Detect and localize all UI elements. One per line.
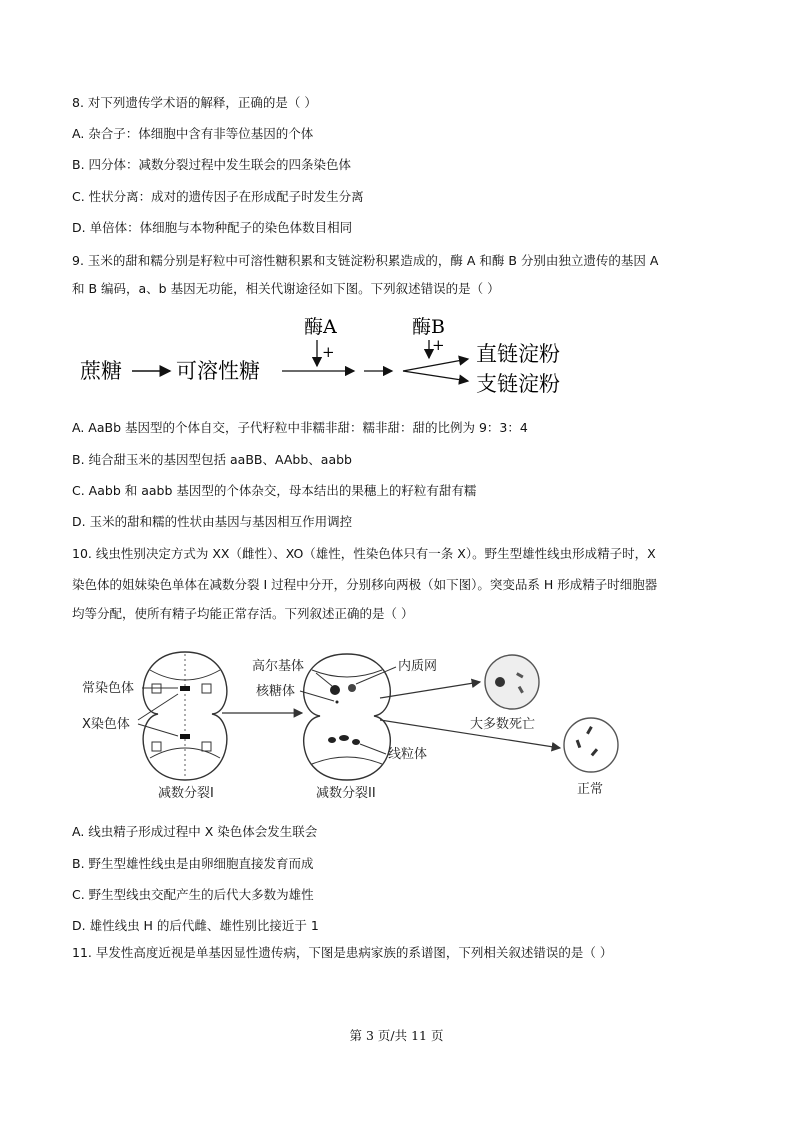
q10-option-c: C. 野生型线虫交配产生的后代大多数为雄性 [72, 887, 314, 902]
q8-option-c: C. 性状分离：成对的遗传因子在形成配子时发生分离 [72, 189, 364, 204]
amylose-label: 直链淀粉 [476, 342, 560, 366]
q9-option-d: D. 玉米的甜和糯的性状由基因与基因相互作用调控 [72, 514, 353, 529]
meiosis2-label: 减数分裂II [316, 786, 376, 801]
er-label: 内质网 [398, 659, 438, 674]
arrow-to-amylose [403, 359, 468, 371]
dying-sperm-organelle [495, 677, 505, 687]
ribosome-label: 核糖体 [256, 684, 296, 699]
organelle-3 [152, 742, 161, 751]
q8-option-d: D. 单倍体：体细胞与本物种配子的染色体数目相同 [72, 220, 353, 235]
q10-stem-line2: 染色体的姐妹染色单体在减数分裂 I 过程中分开，分别移向两极（如下图）。突变品系 H 形成精子时细胞器 [72, 577, 658, 592]
meiosis2-cell [304, 654, 391, 780]
q11-stem: 11. 早发性高度近视是单基因显性遗传病，下图是患病家族的系谱图，下列相关叙述错误的是（ ） [72, 945, 613, 960]
mito-2 [339, 735, 349, 741]
q8-stem: 8. 对下列遗传学术语的解释，正确的是（ ） [72, 95, 317, 110]
arrow-to-dying-sperm [380, 682, 480, 698]
organelle-2 [202, 684, 211, 693]
autosome-label: 常染色体 [82, 681, 135, 696]
enzyme-a-label: 酶A [304, 316, 337, 338]
mostly-die-label: 大多数死亡 [470, 717, 536, 732]
q9-option-b: B. 纯合甜玉米的基因型包括 aaBB、AAbb、aabb [72, 452, 352, 467]
er-cluster [348, 684, 356, 692]
normal-label: 正常 [577, 782, 604, 797]
q10-option-d: D. 雄性线虫 H 的后代雌、雄性别比接近于 1 [72, 918, 319, 933]
q10-stem-line1: 10. 线虫性别决定方式为 XX（雌性）、XO（雄性，性染色体只有一条 X）。野生型雄性线虫形成精子时，X [72, 546, 656, 561]
meiosis1-cell [143, 652, 227, 780]
arrow-to-amylopectin [403, 371, 468, 381]
x-chromosome-bottom [180, 734, 190, 739]
page-footer: 第 3 页/共 11 页 [349, 1028, 444, 1043]
q9-option-c: C. Aabb 和 aabb 基因型的个体杂交，母本结出的果穗上的籽粒有甜有糯 [72, 483, 477, 498]
q10-stem-line3: 均等分配，使所有精子均能正常存活。下列叙述正确的是（ ） [72, 606, 414, 621]
q10-option-b: B. 野生型雄性线虫是由卵细胞直接发育而成 [72, 856, 314, 871]
q9-stem-line2: 和 B 编码，a、b 基因无功能，相关代谢途径如下图。下列叙述错误的是（ ） [72, 281, 500, 296]
autosome-top [180, 686, 190, 691]
golgi-body [330, 685, 340, 695]
normal-sperm-cell [564, 718, 618, 772]
q9-option-a: A. AaBb 基因型的个体自交，子代籽粒中非糯非甜：糯非甜：甜的比例为 9：3：4 [72, 420, 528, 435]
soluble-sugar-label: 可溶性糖 [176, 359, 260, 383]
q10-option-a: A. 线虫精子形成过程中 X 染色体会发生联会 [72, 824, 318, 839]
enzyme-b-label: 酶B [412, 316, 445, 338]
golgi-label: 高尔基体 [252, 659, 305, 674]
ribosome-dot [336, 701, 339, 704]
organelle-4 [202, 742, 211, 751]
q8-option-b: B. 四分体：减数分裂过程中发生联会的四条染色体 [72, 157, 352, 172]
mitochondria-label: 线粒体 [388, 747, 428, 762]
enzyme-a-plus: + [322, 343, 335, 361]
dying-sperm-cell [485, 655, 539, 709]
amylopectin-label: 支链淀粉 [476, 372, 560, 396]
mito-pointer [360, 744, 386, 754]
q9-stem-line1: 9. 玉米的甜和糯分别是籽粒中可溶性糖积累和支链淀粉积累造成的，酶 A 和酶 B 分别由独立遗传的基因 A [72, 253, 659, 268]
q10-meiosis-diagram [80, 640, 640, 805]
x-chromosome-label: X染色体 [82, 717, 130, 732]
q8-option-a: A. 杂合子：体细胞中含有非等位基因的个体 [72, 126, 314, 141]
q9-metabolic-pathway-diagram [70, 312, 590, 404]
meiosis1-label: 减数分裂I [158, 786, 214, 801]
mito-1 [328, 737, 336, 743]
mito-3 [352, 739, 360, 745]
sucrose-label: 蔗糖 [80, 359, 122, 383]
enzyme-b-plus: + [432, 336, 445, 354]
